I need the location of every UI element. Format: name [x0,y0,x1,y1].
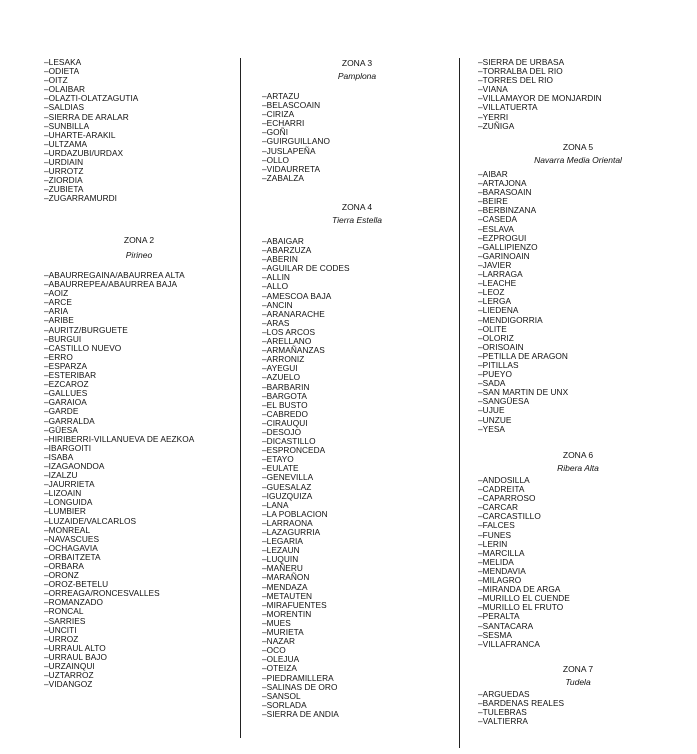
municipality-item: –SANSOL [262,690,301,701]
municipality-item: –URRAUL BAJO [44,651,107,662]
municipality-item: –CADREITA [478,484,525,495]
municipality-item: –DESOJO [262,426,302,437]
municipality-item: –JAVIER [478,259,512,270]
municipality-item: –ESTERIBAR [44,370,97,381]
municipality-item: –MURILLO EL FRUTO [478,602,564,613]
municipality-item: –GARDE [44,406,79,417]
municipality-item: –URROZ [44,633,79,644]
municipality-item: –OLITE [478,323,507,334]
zona6-list [478,476,570,649]
municipality-item: –GARAIOA [44,397,87,408]
municipality-item: –MELIDA [478,556,514,567]
municipality-item: –ECHARRI [262,118,305,129]
municipality-item: –AOIZ [44,288,69,299]
municipality-item: –BARBARIN [262,381,310,392]
municipality-item: –GALLIPIENZO [478,241,538,252]
municipality-item: –AYEGUI [262,363,298,374]
municipality-item: –URRAUL ALTO [44,642,106,653]
municipality-item: –ORBAITZETA [44,551,101,562]
municipality-item: –LIEDENA [478,305,519,316]
municipality-item: –OTEIZA [262,663,297,674]
municipality-item: –LARRAONA [262,517,313,528]
municipality-item: –EZPROGUI [478,232,527,243]
municipality-item: –ABAURREGAINA/ABAURREA ALTA [44,270,185,280]
municipality-item: –ORBARA [44,561,85,571]
municipality-item: –ETAYO [262,454,294,465]
municipality-item: –VIDANGOZ [44,679,93,690]
column-divider-2 [459,58,460,748]
municipality-item: –VALTIERRA [478,716,528,727]
municipality-item: –VILLAMAYOR DE MONJARDIN [478,93,602,104]
municipality-item: –MUES [262,617,291,628]
municipality-item: –MURIETA [262,627,304,638]
municipality-item: –ABAURREPEA/ABAURREA BAJA [44,279,178,290]
municipality-item: –ALLO [262,281,289,292]
municipality-item: –GÜESA [44,424,78,435]
municipality-item: –GUIRGUILLANO [262,136,330,147]
municipality-item: –PIEDRAMILLERA [262,672,334,683]
zona7-list [478,690,564,726]
municipality-item: –VIANA [478,84,508,95]
municipality-item: –BELASCOAIN [262,100,321,111]
municipality-item: –RONCAL [44,606,84,617]
zona6-header [478,450,678,473]
municipality-item: –LARRAGA [478,269,523,280]
municipality-item: –CIRIZA [262,109,295,120]
municipality-item: –CARCASTILLO [478,511,541,522]
municipality-item: –OLEJUA [262,654,300,665]
municipality-item: –ARTAJONA [478,178,527,189]
municipality-item: –ARIA [44,306,69,317]
zona2-title: ZONA 2 [123,235,155,245]
municipality-item: –AURITZ/BURGUETE [44,324,128,335]
column-divider-1 [240,58,241,738]
municipality-item: –ABERIN [262,254,298,265]
zona7-header [478,664,678,687]
municipality-item: –MURILLO EL CUENDE [478,593,570,604]
zona4-title: ZONA 4 [341,202,373,212]
zona6-title: ZONA 6 [562,450,594,460]
municipality-item: –SIERRA DE ANDIA [262,708,339,719]
municipality-item: –ZUBIETA [44,184,84,195]
municipality-item: –SANTACARA [478,620,534,631]
zona3-subtitle: Pamplona [337,71,377,81]
municipality-item: –BARGOTA [262,390,307,401]
municipality-item: –VILLATUERTA [478,102,538,113]
municipality-item: –PERALTA [478,611,520,622]
municipality-item: –ROMANZADO [44,597,104,608]
municipality-item: –MORENTIN [262,608,312,619]
municipality-item: –BERBINZANA [478,205,537,216]
municipality-item: –VIDAURRETA [262,163,321,174]
zona2-list [44,271,194,689]
municipality-item: –SIERRA DE ARALAR [44,111,129,122]
municipality-item: –LERGA [478,296,512,307]
municipality-item: –ULTZAMA [44,138,88,149]
municipality-item: –IBARGOITI [44,442,92,453]
municipality-item: –ORISOAIN [478,341,524,352]
municipality-item: –ABARZUZA [262,245,312,256]
municipality-item: –TULEBRAS [478,707,527,718]
municipality-item: –AIBAR [478,169,508,179]
municipality-item: –ARAS [262,317,290,328]
municipality-item: –CASTILLO NUEVO [44,342,122,353]
municipality-item: –OCO [262,645,286,656]
municipality-item: –OROZ-BETELU [44,579,109,590]
municipality-item: –OCHAGAVIA [44,542,98,553]
municipality-item: –LEOZ [478,287,505,298]
municipality-item: –UZTARROZ [44,670,94,681]
municipality-item: –IGUZQUIZA [262,490,313,501]
municipality-item: –LAZAGURRIA [262,527,321,537]
municipality-item: –GUESALAZ [262,481,312,492]
municipality-item: –MIRANDA DE ARGA [478,584,561,595]
municipality-item: –MONREAL [44,524,91,535]
municipality-item: –AMESCOA BAJA [262,290,332,301]
municipality-item: –ORONZ [44,570,79,581]
zona3-list [262,92,330,183]
municipality-item: –ANDOSILLA [478,475,530,485]
municipality-item: –MARCILLA [478,547,525,558]
municipality-item: –ARMAÑANZAS [262,345,325,356]
municipality-item: –CAPARROSO [478,493,536,504]
municipality-item: –SADA [478,378,506,389]
zona2-subtitle: Pirineo [125,250,153,260]
municipality-item: –ARGUEDAS [478,689,530,699]
municipality-item: –IZAGAONDOA [44,460,105,471]
municipality-item: –YERRI [478,111,509,122]
zona3-header [262,58,452,81]
zona5-list [478,170,568,434]
municipality-item: –LUQUIN [262,554,299,565]
municipality-item: –UHARTE-ARAKIL [44,129,116,140]
zona5-title: ZONA 5 [562,142,594,152]
municipality-item: –ESLAVA [478,223,515,234]
municipality-item: –ARELLANO [262,336,312,347]
municipality-item: –BARASOAIN [478,187,532,198]
zona7-subtitle: Tudela [565,677,591,687]
municipality-item: –TORRES DEL RIO [478,75,553,86]
municipality-item: –URROTZ [44,166,84,177]
municipality-item: –GOÑI [262,127,289,138]
municipality-item: –SAN MARTIN DE UNX [478,387,569,398]
municipality-item: –MIRAFUENTES [262,599,327,610]
zona4-subtitle: Tierra Estella [332,215,382,225]
municipality-item: –ARANARACHE [262,308,325,319]
municipality-item: –OITZ [44,75,68,86]
municipality-item: –CASEDA [478,214,518,225]
municipality-item: –SALINAS DE ORO [262,681,338,692]
municipality-item: –URDAZUBI/URDAX [44,147,124,158]
municipality-item: –AZUELO [262,372,301,383]
municipality-item: –LONGUIDA [44,497,93,508]
municipality-item: –LERIN [478,538,508,549]
municipality-item: –PITILLAS [478,359,519,370]
municipality-item: –SIERRA DE URBASA [478,57,565,67]
municipality-item: –UNCITI [44,624,77,635]
municipality-item: –CIRAUQUI [262,417,308,428]
municipality-item: –ESPARZA [44,360,88,371]
municipality-item: –ZIORDIA [44,175,83,186]
municipality-item: –ARIBE [44,315,74,326]
municipality-item: –NAZAR [262,636,296,647]
municipality-item: –BEIRE [478,196,508,207]
municipality-item: –SANGÜESA [478,396,530,407]
municipality-item: –ARCE [44,297,72,308]
municipality-item: –ZUÑIGA [478,120,515,131]
municipality-item: –MENDIGORRIA [478,314,543,325]
municipality-item: –FALCES [478,520,515,531]
municipality-item: –GARRALDA [44,415,95,426]
zona4-tail-list [478,58,602,131]
municipality-item: –IZALZU [44,470,78,481]
municipality-item: –UNZUE [478,414,512,425]
municipality-item: –ODIETA [44,66,80,77]
zona3-title: ZONA 3 [341,58,373,68]
municipality-item: –LUZAIDE/VALCARLOS [44,515,137,526]
municipality-item: –SORLADA [262,699,307,710]
municipality-item: –EL BUSTO [262,399,308,410]
municipality-item: –PETILLA DE ARAGON [478,350,568,361]
municipality-item: –MENDAZA [262,581,308,592]
zona2-header [44,235,234,260]
municipality-item: –HIRIBERRI-VILLANUEVA DE AEZKOA [44,433,195,444]
municipality-item: –ZABALZA [262,172,304,183]
municipality-item: –EZCAROZ [44,379,89,390]
municipality-item: –AGUILAR DE CODES [262,263,350,274]
municipality-item: –URZAINQUI [44,661,95,672]
municipality-item: –ABAIGAR [262,236,304,246]
municipality-item: –OLORIZ [478,332,514,343]
municipality-item: –LEZAUN [262,545,300,556]
zona7-title: ZONA 7 [562,664,594,674]
municipality-item: –BURGUI [44,333,82,344]
municipality-item: –MENDAVIA [478,565,526,576]
municipality-item: –DICASTILLO [262,436,316,447]
municipality-item: –MARAÑON [262,572,310,583]
municipality-item: –PUEYO [478,369,512,380]
municipality-item: –EULATE [262,463,299,474]
municipality-item: –NAVASCUES [44,533,100,544]
municipality-item: –GALLUES [44,388,88,399]
zona4-header [262,202,452,225]
municipality-item: –LANA [262,499,289,510]
municipality-item: –LA POBLACION [262,508,328,519]
zona5-header [478,142,678,165]
municipality-item: –URDIAIN [44,157,84,168]
municipality-item: –LUMBIER [44,506,86,517]
municipality-item: –CARCAR [478,502,518,513]
municipality-item: –MAÑERU [262,563,303,574]
zona1-tail-list [44,58,138,204]
municipality-item: –LOS ARCOS [262,326,316,337]
municipality-item: –JUSLAPEÑA [262,145,316,156]
municipality-item: –ARTAZU [262,91,300,101]
zona5-subtitle: Navarra Media Oriental [534,155,622,165]
municipality-item: –LIZOAIN [44,488,82,499]
municipality-item: –ARRONIZ [262,354,305,365]
municipality-item: –ISABA [44,451,74,462]
municipality-item: –JAURRIETA [44,479,95,490]
municipality-item: –SUNBILLA [44,120,90,131]
municipality-item: –ORREAGA/RONCESVALLES [44,588,160,599]
municipality-item: –ESPRONCEDA [262,445,326,456]
municipality-item: –ALLIN [262,272,290,283]
zona4-list [262,237,350,719]
municipality-item: –MILAGRO [478,575,522,586]
zona6-subtitle: Ribera Alta [557,463,599,473]
municipality-item: –LEGARIA [262,536,303,547]
municipality-item: –SARRIES [44,615,86,626]
municipality-item: –GENEVILLA [262,472,314,483]
municipality-item: –SESMA [478,629,512,640]
municipality-item: –ERRO [44,351,73,362]
municipality-item: –OLAZTI-OLATZAGUTIA [44,93,139,104]
municipality-item: –OLAIBAR [44,84,85,95]
municipality-item: –LESAKA [44,57,82,67]
municipality-item: –METAUTEN [262,590,313,601]
municipality-item: –CABREDO [262,408,309,419]
municipality-item: –SALDIAS [44,102,85,113]
municipality-item: –GARINOAIN [478,250,530,261]
municipality-item: –FUNES [478,529,512,540]
municipality-item: –LEACHE [478,278,517,289]
municipality-item: –YESA [478,423,506,434]
municipality-item: –ANCIN [262,299,293,310]
municipality-item: –OLLO [262,154,290,165]
municipality-item: –VILLAFRANCA [478,638,540,649]
municipality-item: –UJUE [478,405,505,416]
municipality-item: –ZUGARRAMURDI [44,193,118,204]
municipality-item: –TORRALBA DEL RIO [478,66,563,77]
municipality-item: –BARDENAS REALES [478,698,565,709]
